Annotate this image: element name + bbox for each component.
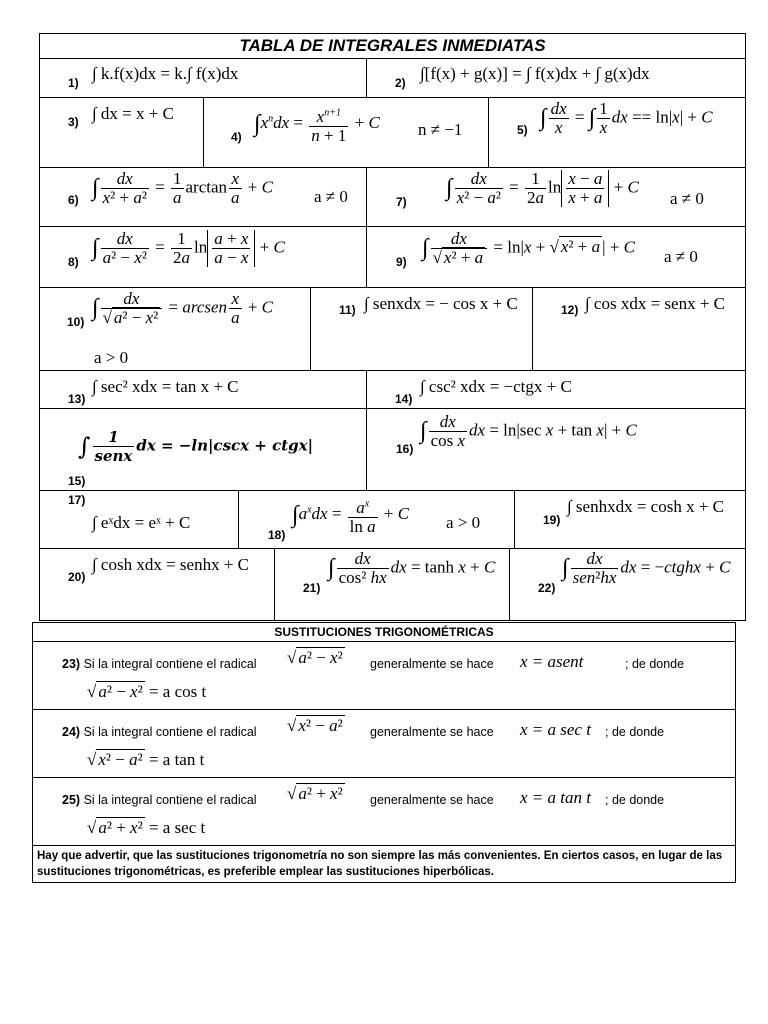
substitution-row-25	[32, 778, 736, 846]
formula-16: ∫ $\frac{dx}{\text{cos x}}$ dx = ln|sec x + tan x| + C	[420, 412, 637, 450]
item-number: 22)	[538, 581, 556, 595]
formula-8: ∫ $\frac{dx}{\text{a² − x²}}$ = $\frac{1}{2a}$ ln $\frac{a + x}{a - x}$ + C	[92, 229, 285, 267]
substitution-23: x = asent	[520, 652, 584, 671]
radical-end: ; de donde	[625, 657, 685, 671]
formula-19: ∫ senhxdx = cosh x + C	[567, 497, 724, 516]
radical-25: √ a² + x²	[287, 784, 343, 803]
formula-12: ∫ cos xdx = senx + C	[585, 294, 725, 313]
formula-10: ∫ $\frac{dx}{\text{√ a² − x²}}$ = arcsen $\frac{x}{a}$ + C	[92, 289, 273, 327]
formula-3: ∫ dx = x + C	[92, 104, 174, 123]
formula-6-condition: a ≠ 0	[314, 187, 348, 206]
item-number: 10)	[67, 315, 85, 329]
formula-6: ∫ $\frac{dx}{\text{x² + a²}}$ = $\frac{1}{a}$ arctan $\frac{x}{a}$ + C	[92, 169, 273, 207]
item-number: 11)	[339, 303, 356, 317]
formula-15: ∫ 1 senx dx = −ln|cscx + ctgx|	[78, 428, 314, 465]
radical-lead: Si la integral contiene el radical	[83, 657, 257, 671]
item-number: 1)	[68, 76, 79, 90]
formula-20: ∫ cosh xdx = senhx + C	[92, 555, 249, 574]
radical-mid: generalmente se hace	[370, 725, 494, 739]
radical-end: ; de donde	[605, 793, 665, 807]
item-number: 2)	[395, 76, 406, 90]
formula-10-condition: a > 0	[94, 348, 129, 367]
item-number: 21)	[303, 581, 321, 595]
radical-24: √ x² − a²	[287, 716, 343, 735]
radical-23: √ a² − x²	[287, 648, 343, 667]
radical-end: ; de donde	[605, 725, 665, 739]
item-number: 24)	[62, 725, 81, 739]
formula-5: ∫ $\frac{dx}{x}$ = ∫ $\frac{1}{x}$ dx == ln|x| + C	[540, 99, 713, 137]
item-number: 6)	[68, 193, 79, 207]
substitution-row-23	[32, 642, 736, 710]
formula-22: ∫ dx sen²hx dx = −ctghx + C	[562, 549, 731, 587]
item-number: 16)	[396, 442, 414, 456]
formula-9: ∫ $\frac{dx}{\text{√ x² + a}}$ = ln|x + √ x² + a | + C	[422, 229, 635, 267]
result-25: √ a² + x² = a sec t	[87, 818, 206, 837]
formula-11: ∫ senxdx = − cos x + C	[364, 294, 518, 313]
formula-2: ∫[f(x) + g(x)] = ∫ f(x)dx + ∫ g(x)dx	[420, 64, 650, 83]
item-number: 5)	[517, 123, 528, 137]
item-number: 12)	[561, 303, 579, 317]
formula-4: $\int x^ndx$ = $\frac{x^{n+1}}{n + 1}$ + C	[254, 106, 380, 145]
substitutions-title: SUSTITUCIONES TRIGONOMÉTRICAS	[32, 622, 736, 642]
formula-4-condition: n ≠ −1	[418, 120, 463, 139]
note-text: Hay que advertir, que las sustituciones trigonometría no son siempre las más convenientes. En ciertos casos, en lugar de las sustituciones trigonométricas, es preferible emplear las sustituciones hiperbólicas.	[32, 846, 736, 883]
page-title: TABLA DE INTEGRALES INMEDIATAS	[39, 33, 746, 59]
item-number: 17)	[68, 493, 86, 507]
item-number: 3)	[68, 115, 79, 129]
substitution-row-24	[32, 710, 736, 778]
formula-7: ∫ $\frac{dx}{\text{x² − a²}}$ = $\frac{1}{2a}$ ln $\frac{x - a}{x + a}$ + C	[446, 169, 639, 207]
item-number: 20)	[68, 570, 86, 584]
item-number: 9)	[396, 255, 407, 269]
formula-9-condition: a ≠ 0	[664, 247, 698, 266]
item-number: 14)	[395, 392, 413, 406]
radical-lead: Si la integral contiene el radical	[83, 793, 257, 807]
item-number: 13)	[68, 392, 86, 406]
substitution-24: x = a sec t	[520, 720, 591, 739]
item-number: 15)	[68, 474, 86, 488]
formula-7-condition: a ≠ 0	[670, 189, 704, 208]
item-number: 4)	[231, 130, 242, 144]
formula-1: ∫ k.f(x)dx = k.∫ f(x)dx	[92, 64, 239, 83]
result-23: √ a² − x² = a cos t	[87, 682, 207, 701]
integrals-table	[39, 58, 746, 621]
formula-18: $\int a^xdx$ = $\frac{a^x}{\text{ln a}}$ + C	[292, 497, 410, 536]
substitution-25: x = a tan t	[520, 788, 591, 807]
item-number: 8)	[68, 255, 79, 269]
radical-mid: generalmente se hace	[370, 793, 494, 807]
item-number: 25)	[62, 793, 81, 807]
result-24: √ x² − a² = a tan t	[87, 750, 205, 769]
formula-17: ∫ eˣdx = eˣ + C	[92, 513, 191, 532]
radical-lead: Si la integral contiene el radical	[83, 725, 257, 739]
formula-13: ∫ sec² xdx = tan x + C	[92, 377, 239, 396]
item-number: 23)	[62, 657, 81, 671]
item-number: 7)	[396, 195, 407, 209]
formula-21: ∫ $\frac{dx}{\text{cos² hx}}$ dx = tanh x + C	[328, 549, 496, 587]
formula-14: ∫ csc² xdx = −ctgx + C	[420, 377, 572, 396]
item-number: 19)	[543, 513, 561, 527]
formula-18-condition: a > 0	[446, 513, 481, 532]
radical-mid: generalmente se hace	[370, 657, 494, 671]
item-number: 18)	[268, 528, 286, 542]
